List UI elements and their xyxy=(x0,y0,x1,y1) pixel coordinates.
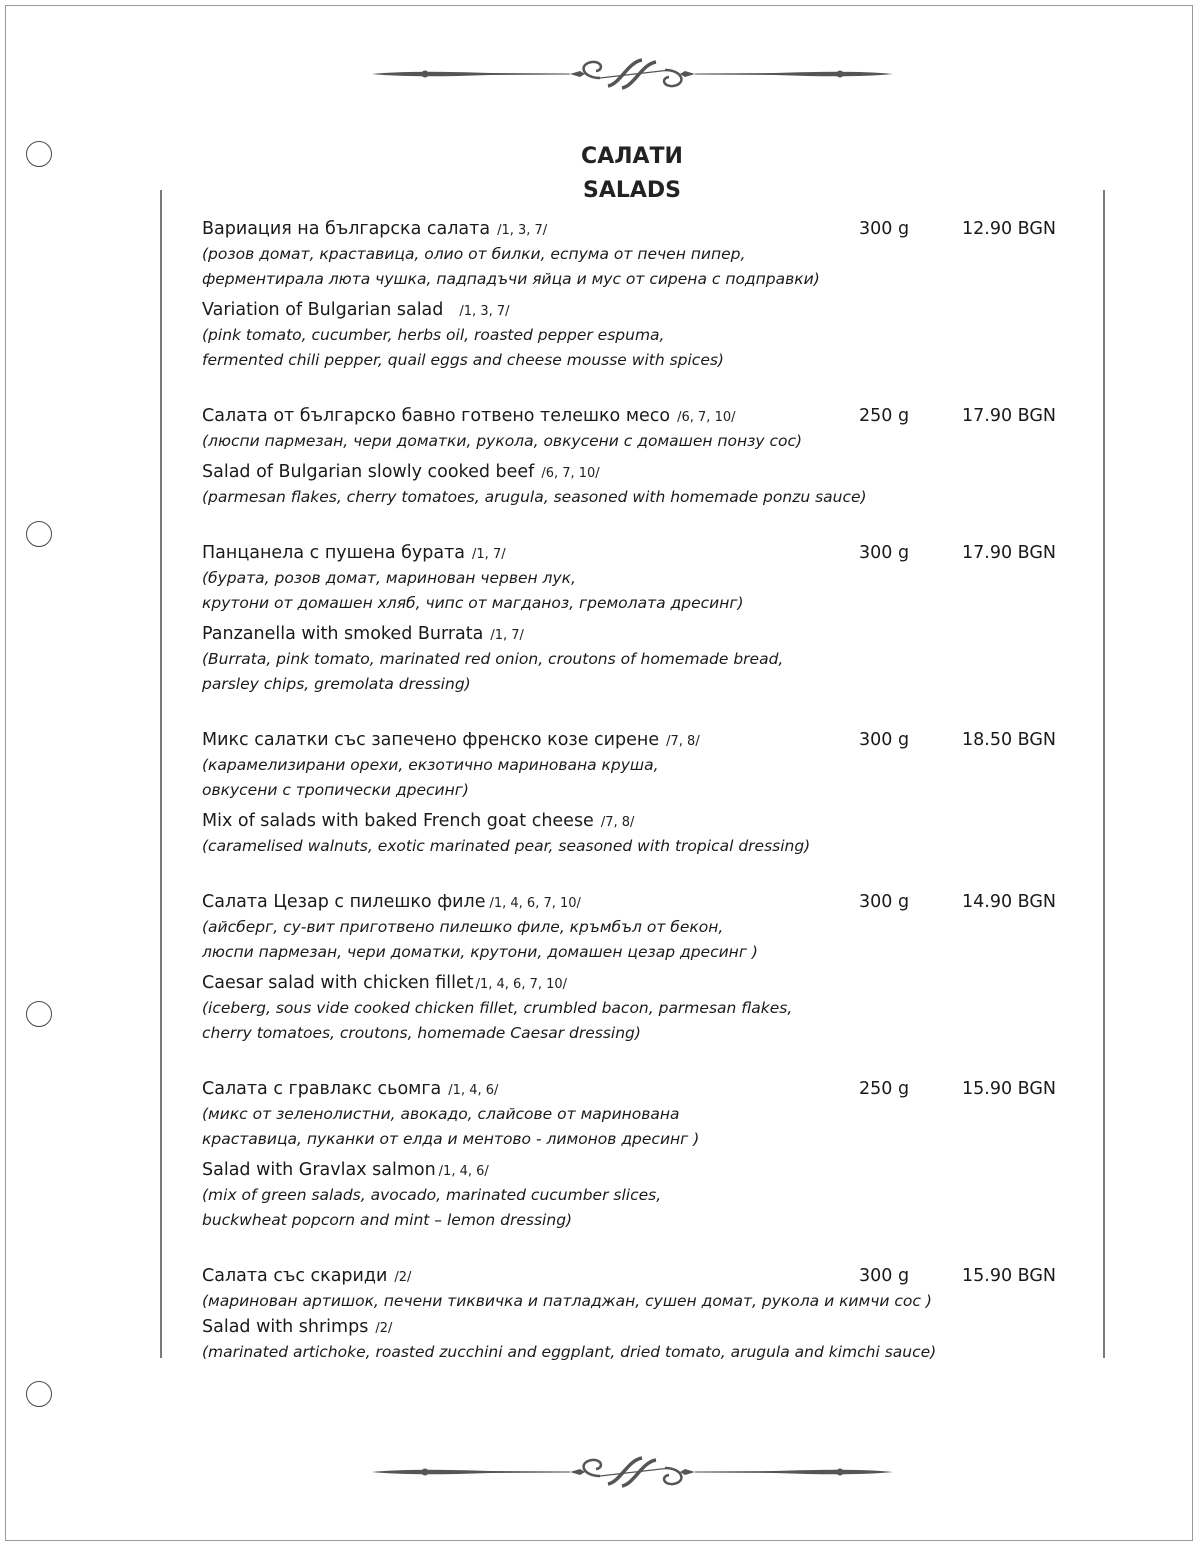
allergens-bg: /7, 8/ xyxy=(666,734,700,749)
item-name-en: Salad with shrimps xyxy=(202,1317,369,1337)
item-en-row xyxy=(202,459,1072,485)
item-name-en: Salad of Bulgarian slowly cooked beef xyxy=(202,462,535,482)
menu-item xyxy=(202,1263,1072,1365)
item-price: 15.90 BGN xyxy=(962,1266,1057,1286)
desc-en-line: cherry tomatoes, croutons, homemade Caesar dressing) xyxy=(202,1024,641,1042)
desc-bg-line: (бурата, розов домат, маринован червен лук, xyxy=(202,569,576,587)
menu-item xyxy=(202,889,1072,1046)
desc-bg-line: (айсберг, су-вит приготвено пилешко филе, кръмбъл от бекон, xyxy=(202,918,724,936)
binder-hole-3 xyxy=(26,1001,52,1027)
menu-item xyxy=(202,1076,1072,1233)
item-bg-row xyxy=(202,216,1072,242)
allergens-en: /2/ xyxy=(375,1321,393,1336)
allergens-en: /1, 7/ xyxy=(490,628,524,643)
left-rule xyxy=(160,190,162,1358)
allergens-bg: /1, 7/ xyxy=(472,547,506,562)
item-en-row xyxy=(202,808,1072,834)
item-name-bg: Панцанела с пушена бурата xyxy=(202,543,466,563)
heading-bg: САЛАТИ xyxy=(581,144,683,169)
menu-item xyxy=(202,727,1072,859)
item-en-row xyxy=(202,1314,1072,1340)
allergens-en: /1, 4, 6/ xyxy=(438,1164,489,1179)
desc-bg-line: крутони от домашен хляб, чипс от магданоз, гремолата дресинг) xyxy=(202,594,744,612)
item-weight: 250 g xyxy=(859,406,910,426)
item-price: 18.50 BGN xyxy=(962,730,1057,750)
item-bg-row xyxy=(202,403,1072,429)
desc-bg-line: люспи пармезан, чери доматки, крутони, домашен цезар дресинг ) xyxy=(202,943,758,961)
desc-bg-line: ферментирала люта чушка, падпадъчи яйца и мус от сирена с подправки) xyxy=(202,270,820,288)
allergens-en: /6, 7, 10/ xyxy=(541,466,600,481)
item-bg-row xyxy=(202,540,1072,566)
item-weight: 250 g xyxy=(859,1079,910,1099)
desc-en-line: parsley chips, gremolata dressing) xyxy=(202,675,471,693)
desc-bg-line: (микс от зеленолистни, авокадо, слайсове от маринована xyxy=(202,1105,680,1123)
item-price: 15.90 BGN xyxy=(962,1079,1057,1099)
item-en-row xyxy=(202,1157,1072,1183)
desc-en-line: (marinated artichoke, roasted zucchini and eggplant, dried tomato, arugula and kimchi sauce) xyxy=(202,1343,937,1361)
binder-hole-2 xyxy=(26,521,52,547)
allergens-en: /7, 8/ xyxy=(600,815,635,830)
allergens-bg: /6, 7, 10/ xyxy=(677,410,736,425)
item-weight: 300 g xyxy=(859,219,910,239)
desc-bg-line: (маринован артишок, печени тиквичка и патладжан, сушен домат, рукола и кимчи сос ) xyxy=(202,1292,932,1310)
menu-item xyxy=(202,216,1072,373)
right-rule xyxy=(1103,190,1105,1358)
salad-list xyxy=(202,216,1072,1395)
desc-en-line: (pink tomato, cucumber, herbs oil, roasted pepper espuma, xyxy=(202,326,665,344)
desc-en-line: (caramelised walnuts, exotic marinated pear, seasoned with tropical dressing) xyxy=(202,837,811,855)
item-weight: 300 g xyxy=(859,543,910,563)
desc-en-line: (parmesan flakes, cherry tomatoes, arugula, seasoned with homemade ponzu sauce) xyxy=(202,488,867,506)
item-name-en: Salad with Gravlax salmon xyxy=(202,1160,436,1180)
desc-bg-line: (карамелизирани орехи, екзотично маринована круша, xyxy=(202,756,659,774)
item-en-row xyxy=(202,621,1072,647)
item-weight: 300 g xyxy=(859,892,910,912)
item-name-en: Caesar salad with chicken fillet xyxy=(202,973,474,993)
allergens-bg: /2/ xyxy=(394,1270,412,1285)
bottom-ornament xyxy=(370,1452,895,1492)
item-price: 17.90 BGN xyxy=(962,543,1057,563)
item-name-bg: Микс салатки със запечено френско козе сирене xyxy=(202,730,660,750)
item-name-en: Panzanella with smoked Burrata xyxy=(202,624,484,644)
item-name-bg: Салата със скариди xyxy=(202,1266,388,1286)
desc-en-line: fermented chili pepper, quail eggs and cheese mousse with spices) xyxy=(202,351,724,369)
desc-en-line: (mix of green salads, avocado, marinated cucumber slices, xyxy=(202,1186,662,1204)
item-name-bg: Вариация на българска салата xyxy=(202,219,491,239)
allergens-en: /1, 4, 6, 7, 10/ xyxy=(475,977,568,992)
top-ornament xyxy=(370,54,895,94)
desc-en-line: (Burrata, pink tomato, marinated red onion, croutons of homemade bread, xyxy=(202,650,784,668)
desc-en-line: (iceberg, sous vide cooked chicken fillet, crumbled bacon, parmesan flakes, xyxy=(202,999,793,1017)
heading-en: SALADS xyxy=(582,178,682,203)
desc-bg-line: (люспи пармезан, чери доматки, рукола, овкусени с домашен понзу сос) xyxy=(202,432,803,450)
desc-bg-line: овкусени с тропически дресинг) xyxy=(202,781,469,799)
item-price: 14.90 BGN xyxy=(962,892,1057,912)
item-en-row xyxy=(202,297,1072,323)
item-bg-row xyxy=(202,889,1072,915)
desc-bg-line: краставица, пуканки от елда и ментово - лимонов дресинг ) xyxy=(202,1130,700,1148)
allergens-bg: /1, 3, 7/ xyxy=(497,223,548,238)
item-price: 12.90 BGN xyxy=(962,219,1057,239)
desc-bg-line: (розов домат, краставица, олио от билки, еспума от печен пипер, xyxy=(202,245,746,263)
item-name-bg: Салата с гравлакс сьомга xyxy=(202,1079,442,1099)
allergens-en: /1, 3, 7/ xyxy=(459,304,510,319)
allergens-bg: /1, 4, 6/ xyxy=(448,1083,499,1098)
binder-hole-4 xyxy=(26,1381,52,1407)
item-bg-row xyxy=(202,1263,1072,1289)
menu-item xyxy=(202,403,1072,510)
item-weight: 300 g xyxy=(859,730,910,750)
item-name-en: Variation of Bulgarian salad xyxy=(202,300,444,320)
item-name-en: Mix of salads with baked French goat cheese xyxy=(202,811,594,831)
item-bg-row xyxy=(202,727,1072,753)
menu-item xyxy=(202,540,1072,697)
item-en-row xyxy=(202,970,1072,996)
desc-en-line: buckwheat popcorn and mint – lemon dressing) xyxy=(202,1211,573,1229)
item-weight: 300 g xyxy=(859,1266,910,1286)
allergens-bg: /1, 4, 6, 7, 10/ xyxy=(489,896,581,911)
item-name-bg: Салата Цезар с пилешко филе xyxy=(202,892,486,912)
item-name-bg: Салата от българско бавно готвено телешко месо xyxy=(202,406,671,426)
item-bg-row xyxy=(202,1076,1072,1102)
item-price: 17.90 BGN xyxy=(962,406,1057,426)
